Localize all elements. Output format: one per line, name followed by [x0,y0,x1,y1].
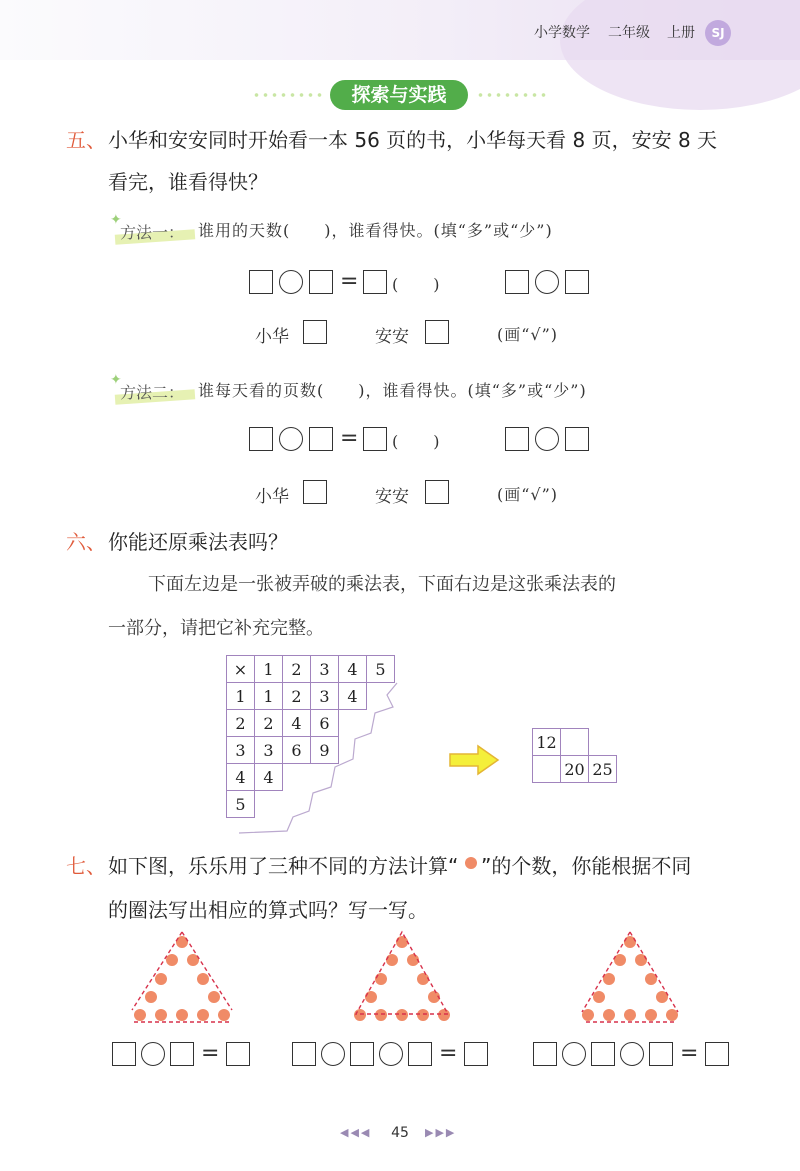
answer-box[interactable] [309,427,333,451]
torn-paper-edge [225,655,425,835]
q5-text-line2: 看完，谁看得快？ [108,170,268,194]
prev-page-arrows: ◀◀◀ [340,1126,372,1139]
subject-label: 小学数学 [534,25,590,41]
publisher-badge: SJ [705,20,731,46]
answer-box[interactable] [363,270,387,294]
anan-label: 安安 [375,487,409,507]
q7-text-part2: ”的个数，你能根据不同 [481,854,692,878]
grade-label: 二年级 [608,25,650,41]
answer-box[interactable] [363,427,387,451]
table-cell: 2 [255,710,283,737]
right-arrow-icon [448,744,500,776]
answer-box[interactable] [464,1042,488,1066]
q6-title: 你能还原乘法表吗？ [108,530,288,554]
table-cell: 2 [227,710,255,737]
operator-circle[interactable] [279,427,303,451]
table-cell: 3 [255,737,283,764]
fragment-cell: 12 [533,729,561,756]
operator-circle[interactable] [279,270,303,294]
table-cell: 5 [227,791,255,818]
unit-paren[interactable]: ( ) [392,275,441,294]
method1-text: 谁用的天数( )，谁看得快。(填“多”或“少”) [198,221,553,240]
dashed-loop [582,932,678,1022]
xiaohua-label: 小华 [255,487,289,507]
table-cell: 2 [283,656,311,683]
operator-circle[interactable] [620,1042,644,1066]
dashed-grouping-loops [346,926,462,1030]
q5-number: 五、 [66,128,106,152]
dot-icon [465,857,477,869]
table-cell: 4 [339,656,367,683]
q6-number: 六、 [66,530,106,554]
sparkle-icon: ✦ [110,212,122,228]
unit-paren[interactable]: ( ) [392,432,441,451]
tick-hint: (画“√”) [497,325,559,344]
answer-box[interactable] [705,1042,729,1066]
q7-text-part1: 如下图，乐乐用了三种不同的方法计算“ [108,854,459,878]
anan-tick-box[interactable] [425,480,449,504]
table-cell: 4 [283,710,311,737]
q6-desc-line1: 下面左边是一张被弄破的乘法表，下面右边是这张乘法表的 [148,574,616,595]
answer-box[interactable] [112,1042,136,1066]
table-cell: 4 [227,764,255,791]
dashed-grouping-loops [574,926,690,1030]
dotted-decoration-left [252,93,322,97]
answer-box[interactable] [249,427,273,451]
q5-text-line1: 小华和安安同时开始看一本 56 页的书，小华每天看 8 页，安安 8 天 [108,128,718,152]
answer-box[interactable] [249,270,273,294]
table-cell: 6 [283,737,311,764]
table-cell: 1 [255,656,283,683]
answer-box[interactable] [649,1042,673,1066]
table-cell: 3 [311,683,339,710]
table-cell: 3 [227,737,255,764]
dashed-loop [132,932,232,1022]
compare-box[interactable] [505,427,529,451]
equals-sign: = [439,1041,458,1066]
xiaohua-label: 小华 [255,327,289,347]
answer-box[interactable] [170,1042,194,1066]
answer-box[interactable] [408,1042,432,1066]
compare-circle[interactable] [535,427,559,451]
dashed-grouping-loops [126,926,242,1030]
fragment-cell[interactable] [533,756,561,783]
table-cell: 6 [311,710,339,737]
table-cell: 1 [255,683,283,710]
answer-box[interactable] [292,1042,316,1066]
table-cell: 4 [339,683,367,710]
equals-sign: = [680,1041,699,1066]
answer-box[interactable] [226,1042,250,1066]
equals-sign: = [340,426,359,451]
fragment-cell[interactable] [561,729,589,756]
anan-label: 安安 [375,327,409,347]
compare-box[interactable] [505,270,529,294]
answer-box[interactable] [533,1042,557,1066]
q7-text-line2: 的圈法写出相应的算式吗？写一写。 [108,898,428,922]
table-cell: 1 [227,683,255,710]
operator-circle[interactable] [141,1042,165,1066]
next-page-arrows: ▶▶▶ [425,1126,457,1139]
table-fragment [532,728,617,783]
answer-box[interactable] [591,1042,615,1066]
dotted-decoration-right [476,93,546,97]
table-cell: 4 [255,764,283,791]
q6-desc-line2: 一部分，请把它补充完整。 [108,618,324,639]
page-number: 45 [391,1125,409,1141]
dashed-loop [356,932,448,1014]
method2-label: 方法二： [120,383,185,402]
equals-sign: = [201,1041,220,1066]
table-cell: 5 [367,656,395,683]
operator-circle[interactable] [562,1042,586,1066]
section-title: 探索与实践 [330,80,468,110]
fragment-cell: 20 [561,756,589,783]
compare-circle[interactable] [535,270,559,294]
compare-box[interactable] [565,427,589,451]
sparkle-icon: ✦ [110,372,122,388]
volume-label: 上册 [667,25,695,41]
xiaohua-tick-box[interactable] [303,320,327,344]
table-cell: 9 [311,737,339,764]
q7-number: 七、 [66,854,106,878]
header-decoration [560,0,800,110]
compare-box[interactable] [565,270,589,294]
anan-tick-box[interactable] [425,320,449,344]
operator-circle[interactable] [321,1042,345,1066]
tick-hint: (画“√”) [497,485,559,504]
table-cell: × [227,656,255,683]
table-cell: 2 [283,683,311,710]
equals-sign: = [340,269,359,294]
method2-text: 谁每天看的页数( )，谁看得快。(填“多”或“少”) [198,381,587,400]
answer-box[interactable] [350,1042,374,1066]
xiaohua-tick-box[interactable] [303,480,327,504]
operator-circle[interactable] [379,1042,403,1066]
answer-box[interactable] [309,270,333,294]
table-cell: 3 [311,656,339,683]
fragment-cell: 25 [589,756,617,783]
method1-label: 方法一： [120,223,185,242]
